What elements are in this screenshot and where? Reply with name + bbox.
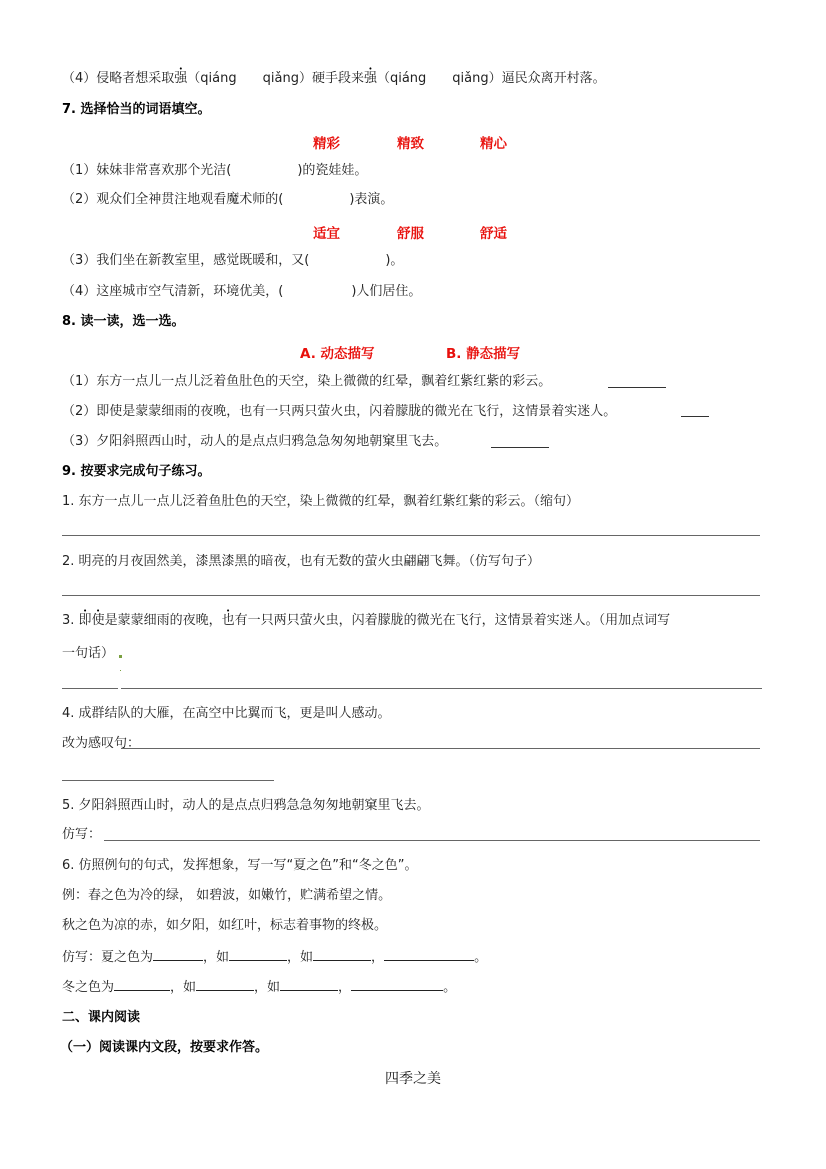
- q9-s4: 4. 成群结队的大雁，在高空中比翼而飞，更是叫人感动。: [62, 706, 391, 721]
- q7-item1: [62, 162, 367, 180]
- word-option: 精心: [480, 136, 507, 152]
- q9-s3: [62, 612, 670, 630]
- winter-text: ，如: [170, 980, 197, 995]
- passage-title: 四季之美: [385, 1071, 441, 1087]
- word-option: 精彩: [313, 136, 340, 152]
- pinyin-option: qiǎng）逼民众离开村落。: [452, 71, 606, 86]
- q7-item2-text: （2）观众们全神贯注地观看魔术师的(: [62, 192, 284, 207]
- word-option: 适宜: [313, 226, 340, 242]
- q9-s5-prompt: 仿写：: [62, 827, 102, 842]
- answer-blank[interactable]: [681, 416, 709, 417]
- q7-title: 7. 选择恰当的词语填空。: [62, 102, 211, 117]
- answer-line[interactable]: [62, 780, 274, 781]
- q9-title: 9. 按要求完成句子练习。: [62, 464, 211, 479]
- section-subtitle: （一）阅读课内文段，按要求作答。: [60, 1040, 269, 1055]
- fill-blank[interactable]: [313, 948, 371, 961]
- dotted-char: 即: [78, 613, 92, 628]
- summer-text: 。: [474, 950, 488, 965]
- q9-s6-summer: [62, 948, 487, 967]
- q8-item3-text: （3）夕阳斜照西山时，动人的是点点归鸦急急匆匆地朝窠里飞去。: [62, 434, 448, 449]
- answer-line[interactable]: [62, 535, 760, 536]
- q8-item2-text: （2）即使是蒙蒙细雨的夜晚，也有一只两只萤火虫，闪着朦胧的微光在飞行，这情景着实迷人。: [62, 404, 617, 419]
- q7-item3-text: )。: [385, 253, 404, 268]
- answer-blank[interactable]: [491, 447, 549, 448]
- q9-s3-num: 3.: [62, 613, 79, 628]
- fill-blank[interactable]: [153, 948, 203, 961]
- pinyin-option: （qiáng: [376, 71, 427, 86]
- answer-line[interactable]: [121, 748, 760, 749]
- winter-text: 冬之色为: [62, 980, 115, 995]
- dotted-char: 也: [221, 613, 235, 628]
- winter-text: ，如: [254, 980, 281, 995]
- winter-text: ，: [338, 980, 352, 995]
- answer-blank[interactable]: [608, 387, 666, 388]
- q9-s6: 6. 仿照例句的句式，发挥想象，写一写“夏之色”和“冬之色”。: [62, 858, 418, 873]
- q9-s6-example2: 秋之色为凉的赤，如夕阳，如红叶，标志着事物的终极。: [62, 918, 388, 933]
- summer-text: ，如: [203, 950, 230, 965]
- dotted-char: 强: [363, 71, 377, 86]
- q9-s5: 5. 夕阳斜照西山时，动人的是点点归鸦急急匆匆地朝窠里飞去。: [62, 798, 430, 813]
- fill-blank[interactable]: [114, 978, 170, 991]
- q8-item1: [62, 373, 551, 391]
- q8-item2: [62, 403, 616, 421]
- fill-blank[interactable]: [196, 978, 254, 991]
- q8-title: 8. 读一读，选一选。: [62, 314, 185, 329]
- word-option: 精致: [397, 136, 424, 152]
- q8-item1-text: （1）东方一点儿一点儿泛着鱼肚色的天空，染上微微的红晕，飘着红紫红紫的彩云。: [62, 374, 552, 389]
- dotted-char: 强: [174, 71, 188, 86]
- q7-item3-text: （3）我们坐在新教室里，感觉既暖和，又(: [62, 253, 310, 268]
- option-a: A. 动态描写: [300, 346, 375, 362]
- q7-item4-text: )人们居住。: [351, 284, 422, 299]
- answer-line[interactable]: [62, 595, 760, 596]
- q9-s4-prompt: 改为感叹句：: [62, 736, 141, 751]
- q9-s3-text: 是蒙蒙细雨的夜晚，: [104, 613, 222, 628]
- q7-item4: [62, 283, 421, 301]
- fill-blank[interactable]: [229, 948, 287, 961]
- q7-item3: [62, 252, 403, 270]
- summer-text: 仿写：夏之色为: [62, 950, 154, 965]
- answer-line[interactable]: [104, 840, 760, 841]
- summer-text: ，如: [287, 950, 314, 965]
- fill-blank[interactable]: [351, 978, 443, 991]
- marker-dot: [119, 655, 122, 658]
- q9-s3-line2: 一句话）: [62, 646, 115, 661]
- q9-s3-text: 有一只两只萤火虫，闪着朦胧的微光在飞行，这情景着实迷人。（用加点词写: [234, 613, 671, 628]
- q7-item1-text: )的瓷娃娃。: [297, 163, 368, 178]
- pinyin-option: （qiáng: [187, 71, 237, 86]
- q9-s6-winter: [62, 978, 456, 997]
- word-option: 舒服: [397, 226, 424, 242]
- q7-item2: [62, 191, 393, 209]
- marker-dot: [120, 670, 121, 671]
- q9-s2: 2. 明亮的月夜固然美，漆黑漆黑的暗夜，也有无数的萤火虫翩翩飞舞。（仿写句子）: [62, 554, 541, 569]
- q9-s1: 1. 东方一点儿一点儿泛着鱼肚色的天空，染上微微的红晕，飘着红紫红紫的彩云。（缩句）: [62, 494, 580, 509]
- fill-blank[interactable]: [280, 978, 338, 991]
- q6-item4-prefix: （4）侵略者想采取: [62, 71, 175, 86]
- section-title: 二、课内阅读: [62, 1010, 141, 1025]
- answer-line[interactable]: [121, 688, 762, 689]
- answer-line[interactable]: [62, 688, 118, 689]
- summer-text: ，: [371, 950, 385, 965]
- pinyin-option: qiǎng）硬手段来: [262, 71, 364, 86]
- q7-item1-text: （1）妹妹非常喜欢那个光洁(: [62, 163, 232, 178]
- q6-item4: [62, 70, 606, 88]
- winter-text: 。: [443, 980, 457, 995]
- q9-s6-example1: 例：春之色为冷的绿， 如碧波，如嫩竹，贮满希望之情。: [62, 888, 392, 903]
- q7-item4-text: （4）这座城市空气清新，环境优美，(: [62, 284, 284, 299]
- dotted-char: 使: [91, 613, 105, 628]
- q7-item2-text: )表演。: [349, 192, 394, 207]
- fill-blank[interactable]: [384, 948, 474, 961]
- word-option: 舒适: [480, 226, 507, 242]
- q8-item3: [62, 433, 447, 451]
- option-b: B. 静态描写: [446, 346, 521, 362]
